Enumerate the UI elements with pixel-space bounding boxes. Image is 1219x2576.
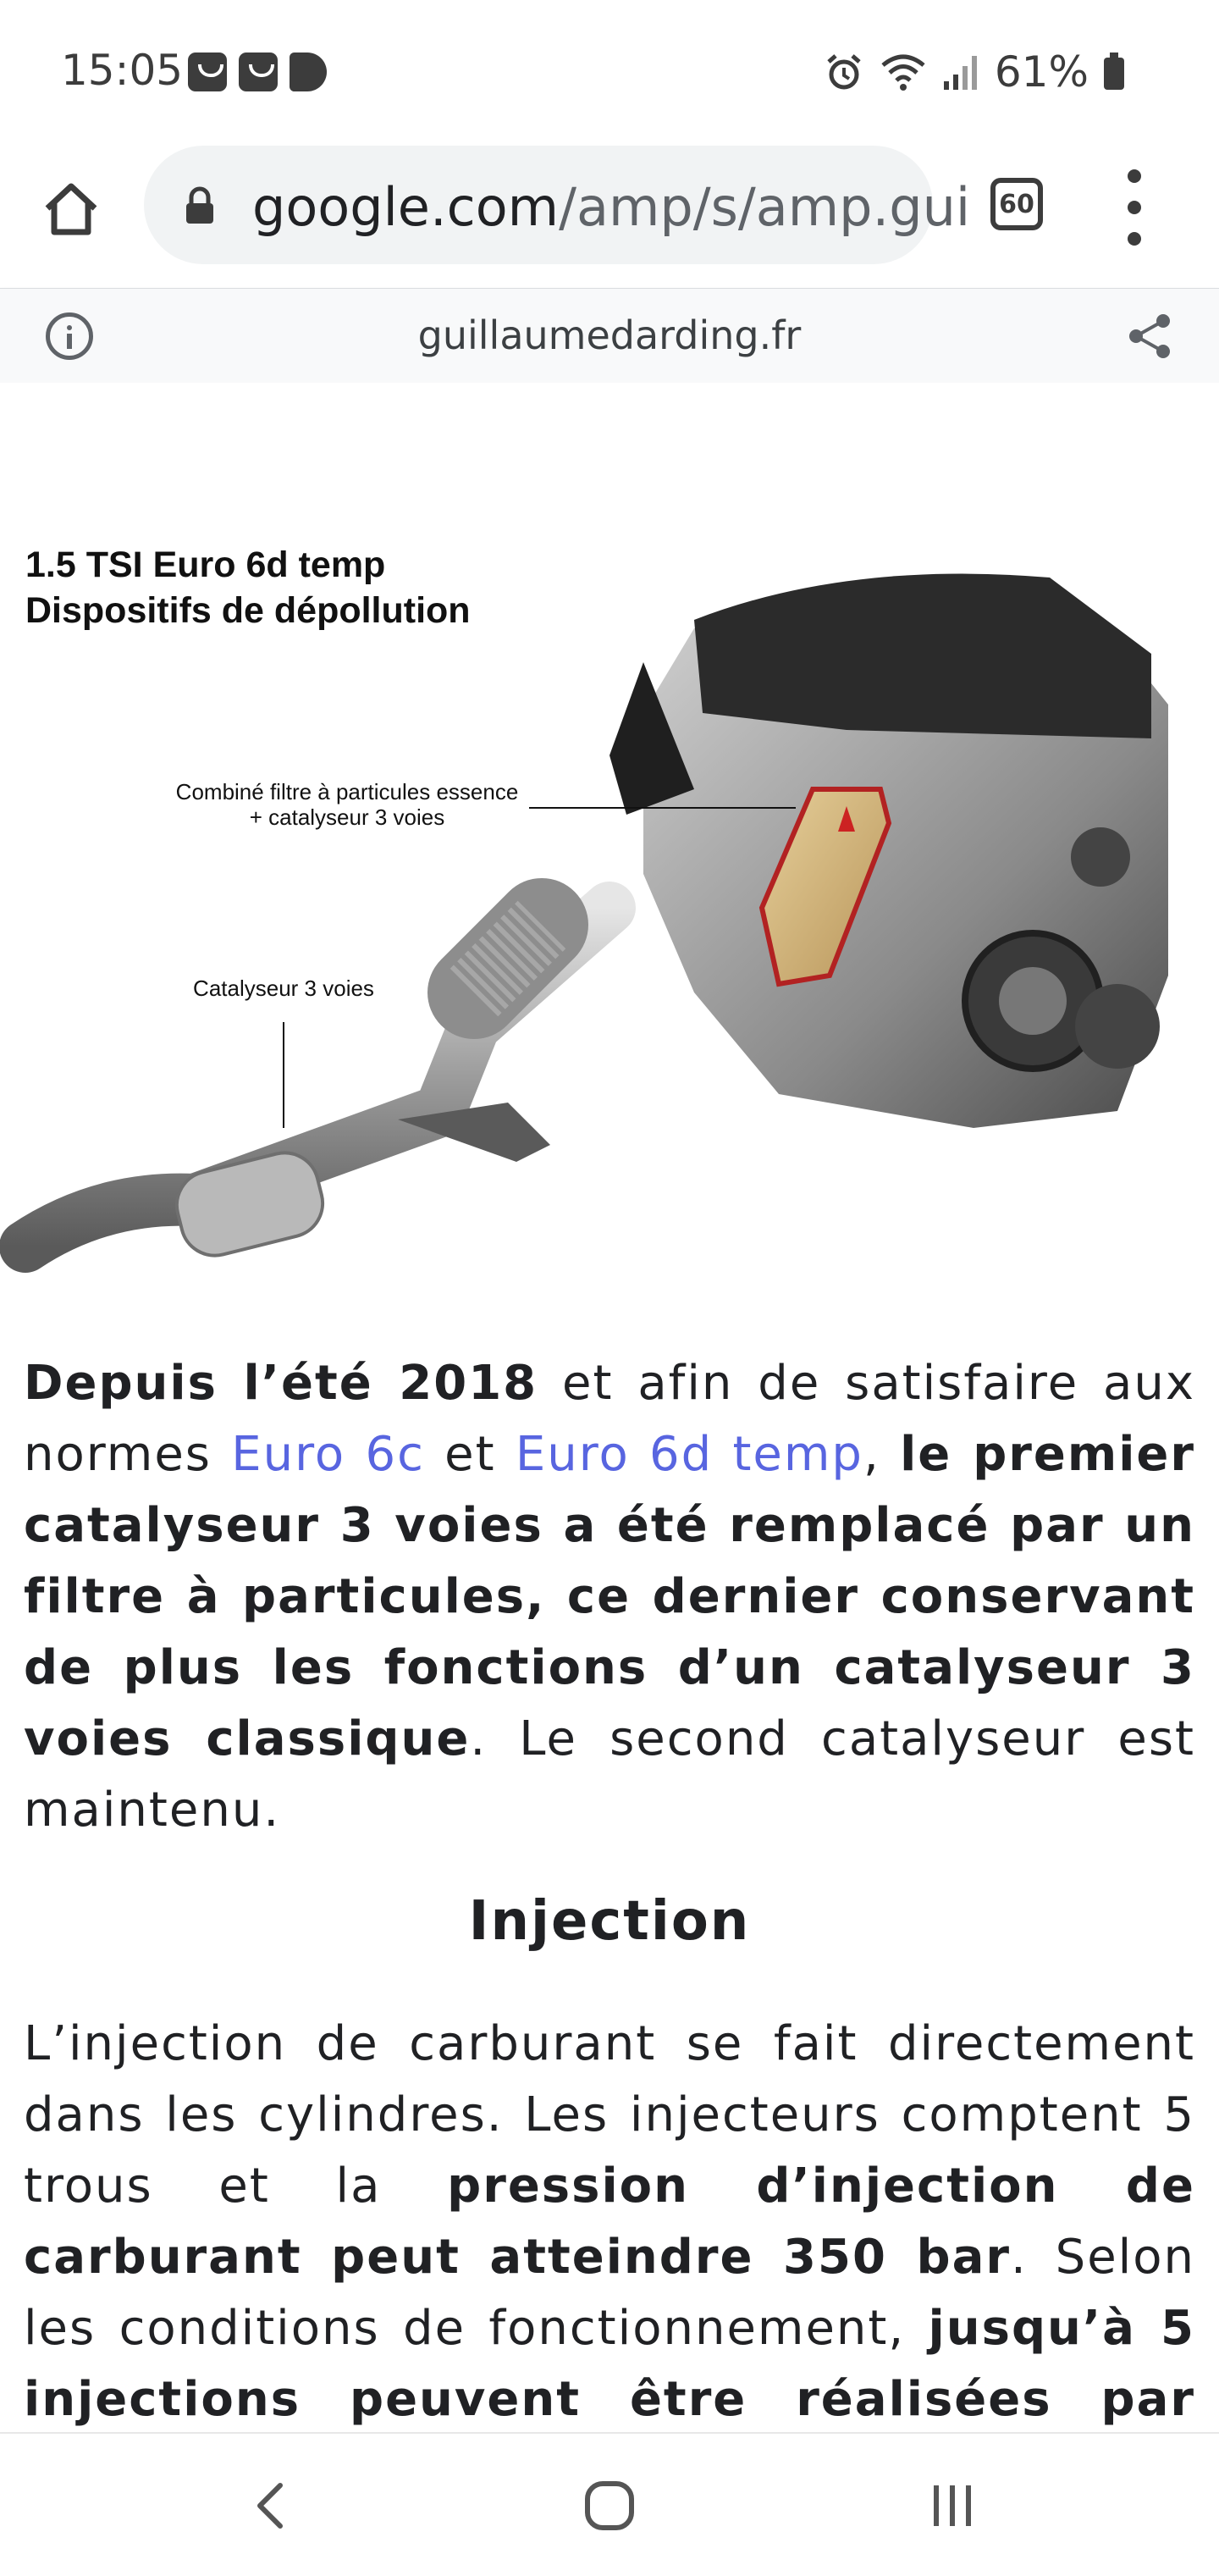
play-icon: [290, 53, 327, 91]
alarm-icon: [824, 52, 864, 92]
home-nav-icon: [582, 2479, 637, 2533]
notification-icon: [239, 53, 278, 91]
back-icon: [250, 2480, 292, 2531]
text: . Le second catalyseur est maintenu.: [24, 1711, 1196, 1838]
label-filter-line1: Combiné filtre à particules essence: [175, 779, 519, 804]
page-content: [0, 383, 1219, 2432]
engine-figure: [0, 434, 1219, 1263]
url-host: google.com: [252, 176, 560, 238]
paragraph-depollution: [24, 1348, 1195, 1846]
figure-title-line2: Dispositifs de dépollution: [25, 590, 471, 631]
figure-title-line1: 1.5 TSI Euro 6d temp: [25, 544, 386, 585]
lock-icon: [185, 186, 215, 225]
text-bold: Depuis l’été 2018: [24, 1356, 538, 1411]
tabs-button[interactable]: [990, 178, 1043, 230]
wifi-icon: [880, 52, 927, 92]
home-icon: [41, 178, 102, 239]
text: et: [424, 1427, 516, 1482]
amp-domain[interactable]: guillaumedarding.fr: [417, 312, 802, 358]
home-nav-button[interactable]: [576, 2476, 643, 2535]
label-catalyst: Catalyseur 3 voies: [193, 976, 374, 1001]
tab-count: 60: [999, 189, 1034, 219]
notification-icons: [188, 53, 327, 91]
text: . Selon les conditions de fonctionnement,: [24, 2230, 1195, 2356]
status-right: [824, 47, 1124, 97]
address-bar[interactable]: [144, 146, 971, 264]
url-path: /amp/s/amp.gui: [559, 176, 971, 238]
recents-icon: [927, 2480, 978, 2531]
recents-button[interactable]: [918, 2476, 986, 2535]
link-euro-6c[interactable]: Euro 6c: [231, 1427, 425, 1482]
amp-header: [0, 288, 1219, 384]
text: ,: [863, 1427, 901, 1482]
more-vert-icon[interactable]: [1117, 169, 1151, 246]
text-bold: pression d’injection de carburant peut atteindre 350 bar: [24, 2159, 1195, 2285]
share-icon[interactable]: [1126, 312, 1173, 360]
battery-percent: 61%: [994, 47, 1089, 97]
navigation-bar: [0, 2432, 1219, 2576]
text-bold: le premier catalyseur 3 voies a été remplacé par un filtre à particules, ce dernier conservant de plus les fonctions d’un catalyseur 3 voies classique: [24, 1427, 1196, 1766]
home-button[interactable]: [37, 174, 105, 242]
heading-injection: Injection: [468, 1890, 751, 1953]
status-bar: [0, 0, 1219, 144]
status-time: 15:05: [61, 46, 184, 95]
battery-icon: [1104, 58, 1124, 90]
label-filter-line2: + catalyseur 3 voies: [249, 804, 445, 830]
text-bold: jusqu’à 5 injections peuvent être réalisées par: [24, 2301, 1195, 2427]
notification-icon: [188, 53, 227, 91]
figure-title: [25, 542, 471, 633]
label-filter: [161, 779, 533, 830]
signal-icon: [942, 53, 979, 91]
url-text[interactable]: [252, 176, 971, 238]
text: et afin de satisfaire aux normes: [24, 1356, 1196, 1482]
link-euro-6d-temp[interactable]: Euro 6d temp: [515, 1427, 863, 1482]
back-button[interactable]: [237, 2476, 305, 2535]
browser-toolbar: [0, 144, 1219, 288]
text: L’injection de carburant se fait directement dans les cylindres. Les injecteurs comptent 5 trous et la: [24, 2016, 1195, 2214]
